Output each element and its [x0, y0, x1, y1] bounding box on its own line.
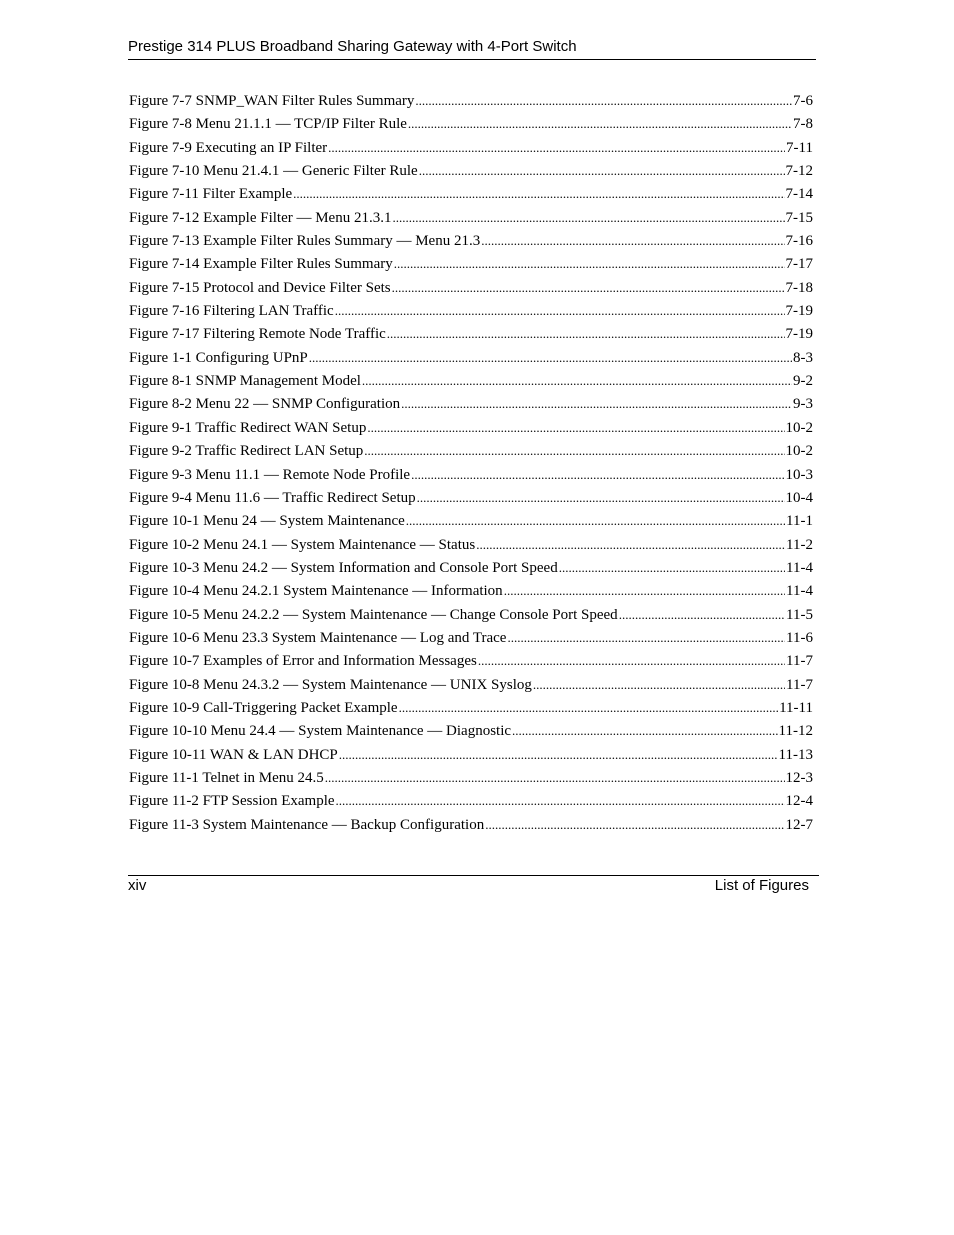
toc-entry[interactable]: [129, 509, 813, 532]
dot-leader: [476, 533, 785, 557]
toc-entry[interactable]: [129, 346, 813, 369]
toc-entry[interactable]: [129, 743, 813, 766]
toc-entry-page: 12-3: [785, 769, 813, 786]
running-footer: [128, 875, 819, 894]
dot-leader: [559, 556, 785, 580]
toc-entry-title: Figure 7-13 Example Filter Rules Summary — Menu 21.3: [129, 233, 481, 250]
toc-entry-title: Figure 10-7 Examples of Error and Information Messages: [129, 653, 477, 670]
dot-leader: [417, 486, 785, 510]
toc-entry-title: Figure 9-3 Menu 11.1 — Remote Node Profile: [129, 466, 411, 483]
toc-entry-page: 7-6: [793, 93, 813, 109]
toc-entry-title: Figure 10-1 Menu 24 — System Maintenance: [129, 513, 405, 530]
dot-leader: [533, 673, 785, 697]
toc-entry[interactable]: [129, 789, 813, 812]
dot-leader: [336, 789, 785, 813]
dot-leader: [408, 112, 792, 136]
toc-entry[interactable]: [129, 439, 813, 462]
toc-entry[interactable]: [129, 626, 813, 649]
toc-entry-page: 11-2: [786, 536, 813, 553]
toc-entry-page: 8-3: [793, 349, 813, 366]
toc-entry[interactable]: [129, 696, 813, 719]
toc-entry-title: Figure 7-15 Protocol and Device Filter Sets: [129, 279, 391, 296]
toc-entry-page: 11-6: [786, 629, 813, 646]
toc-entry-title: Figure 7-11 Filter Example: [129, 186, 293, 203]
toc-entry-title: Figure 7-10 Menu 21.4.1 — Generic Filter Rule: [129, 163, 418, 180]
toc-entry-title: Figure 7-8 Menu 21.1.1 — TCP/IP Filter Rule: [129, 116, 407, 133]
dot-leader: [399, 696, 779, 720]
toc-entry-title: Figure 11-3 System Maintenance — Backup Configuration: [129, 816, 485, 833]
toc-entry-title: Figure 7-16 Filtering LAN Traffic: [129, 303, 334, 320]
toc-entry-title: Figure 10-8 Menu 24.3.2 — System Maintenance — UNIX Syslog: [129, 676, 532, 693]
dot-leader: [485, 813, 784, 837]
toc-entry-title: Figure 10-2 Menu 24.1 — System Maintenance — Status: [129, 536, 476, 553]
dot-leader: [415, 89, 792, 113]
toc-entry-page: 11-13: [778, 746, 813, 763]
toc-entry[interactable]: [129, 533, 813, 556]
toc-entry-title: Figure 10-4 Menu 24.2.1 System Maintenance — Information: [129, 583, 503, 600]
toc-entry[interactable]: [129, 89, 813, 112]
toc-entry-title: Figure 11-2 FTP Session Example: [129, 793, 335, 810]
toc-entry-page: 10-2: [785, 419, 813, 436]
toc-entry-page: 10-4: [785, 489, 813, 506]
dot-leader: [481, 229, 784, 253]
dot-leader: [478, 649, 785, 673]
toc-entry-title: Figure 9-1 Traffic Redirect WAN Setup: [129, 419, 367, 436]
toc-entry[interactable]: [129, 556, 813, 579]
list-of-figures: [129, 89, 813, 836]
toc-entry-page: 11-5: [786, 606, 813, 623]
toc-entry[interactable]: [129, 719, 813, 742]
toc-entry-page: 7-17: [785, 256, 813, 273]
dot-leader: [325, 766, 785, 790]
toc-entry[interactable]: [129, 322, 813, 345]
running-header: [128, 37, 816, 60]
toc-entry[interactable]: [129, 392, 813, 415]
dot-leader: [293, 182, 784, 206]
toc-entry[interactable]: [129, 486, 813, 509]
toc-entry-title: Figure 7-7 SNMP_WAN Filter Rules Summary: [129, 93, 415, 109]
toc-entry[interactable]: [129, 229, 813, 252]
toc-entry-title: Figure 7-14 Example Filter Rules Summary: [129, 256, 393, 273]
toc-entry-page: 7-8: [793, 116, 813, 133]
toc-entry-title: Figure 7-17 Filtering Remote Node Traffic: [129, 326, 386, 343]
dot-leader: [419, 159, 785, 183]
toc-entry[interactable]: [129, 813, 813, 836]
toc-entry-title: Figure 10-3 Menu 24.2 — System Information and Console Port Speed: [129, 559, 558, 576]
toc-entry[interactable]: [129, 276, 813, 299]
toc-entry-title: Figure 7-12 Example Filter — Menu 21.3.1: [129, 209, 392, 226]
toc-entry[interactable]: [129, 206, 813, 229]
toc-entry-title: Figure 10-11 WAN & LAN DHCP: [129, 746, 338, 763]
toc-entry-title: Figure 11-1 Telnet in Menu 24.5: [129, 769, 324, 786]
toc-entry[interactable]: [129, 603, 813, 626]
page-number: xiv: [128, 877, 147, 894]
toc-entry-title: Figure 10-6 Menu 23.3 System Maintenance — Log and Trace: [129, 629, 507, 646]
dot-leader: [309, 346, 792, 370]
toc-entry-page: 12-4: [785, 793, 813, 810]
toc-entry-page: 7-11: [786, 139, 813, 156]
dot-leader: [401, 392, 792, 416]
toc-entry[interactable]: [129, 112, 813, 135]
toc-entry-title: Figure 7-9 Executing an IP Filter: [129, 139, 328, 156]
toc-entry-title: Figure 8-1 SNMP Management Model: [129, 373, 361, 390]
toc-entry-page: 10-2: [785, 443, 813, 460]
dot-leader: [367, 416, 784, 440]
toc-entry[interactable]: [129, 182, 813, 205]
toc-entry-page: 11-4: [786, 559, 813, 576]
toc-entry[interactable]: [129, 463, 813, 486]
toc-entry-page: 7-12: [785, 163, 813, 180]
dot-leader: [339, 743, 778, 767]
toc-entry[interactable]: [129, 136, 813, 159]
toc-entry-page: 11-11: [779, 699, 813, 716]
toc-entry-page: 7-14: [785, 186, 813, 203]
toc-entry-page: 12-7: [785, 816, 813, 833]
toc-entry-page: 7-18: [785, 279, 813, 296]
toc-entry-page: 11-1: [786, 513, 813, 530]
dot-leader: [507, 626, 785, 650]
dot-leader: [406, 509, 785, 533]
dot-leader: [392, 276, 785, 300]
dot-leader: [512, 719, 778, 743]
dot-leader: [619, 603, 785, 627]
toc-entry-page: 10-3: [785, 466, 813, 483]
toc-entry[interactable]: [129, 649, 813, 672]
toc-entry[interactable]: [129, 766, 813, 789]
toc-entry-title: Figure 1-1 Configuring UPnP: [129, 349, 308, 366]
toc-entry-page: 11-7: [786, 653, 813, 670]
toc-entry[interactable]: [129, 159, 813, 182]
toc-entry-page: 7-15: [785, 209, 813, 226]
toc-entry-title: Figure 9-4 Menu 11.6 — Traffic Redirect Setup: [129, 489, 416, 506]
dot-leader: [504, 579, 785, 603]
dot-leader: [328, 136, 785, 160]
document-title: Prestige 314 PLUS Broadband Sharing Gateway with 4-Port Switch: [128, 38, 577, 55]
dot-leader: [387, 322, 785, 346]
toc-entry[interactable]: [129, 579, 813, 602]
toc-entry-page: 9-2: [793, 373, 813, 390]
toc-entry-title: Figure 10-10 Menu 24.4 — System Maintenance — Diagnostic: [129, 723, 512, 740]
dot-leader: [362, 369, 792, 393]
dot-leader: [335, 299, 785, 323]
toc-entry-page: 7-19: [785, 326, 813, 343]
toc-entry-page: 11-4: [786, 583, 813, 600]
toc-entry-page: 7-16: [785, 233, 813, 250]
toc-entry-title: Figure 10-5 Menu 24.2.2 — System Maintenance — Change Console Port Speed: [129, 606, 618, 623]
dot-leader: [364, 439, 784, 463]
toc-entry-page: 11-12: [778, 723, 813, 740]
section-name: List of Figures: [714, 877, 809, 894]
toc-entry-title: Figure 9-2 Traffic Redirect LAN Setup: [129, 443, 364, 460]
toc-entry[interactable]: [129, 416, 813, 439]
dot-leader: [392, 206, 784, 230]
toc-entry-title: Figure 8-2 Menu 22 — SNMP Configuration: [129, 396, 401, 413]
toc-entry[interactable]: [129, 369, 813, 392]
toc-entry[interactable]: [129, 673, 813, 696]
toc-entry[interactable]: [129, 299, 813, 322]
toc-entry[interactable]: [129, 252, 813, 275]
dot-leader: [411, 463, 784, 487]
toc-entry-page: 9-3: [793, 396, 813, 413]
toc-entry-page: 7-19: [785, 303, 813, 320]
toc-entry-page: 11-7: [786, 676, 813, 693]
dot-leader: [394, 252, 785, 276]
toc-entry-title: Figure 10-9 Call-Triggering Packet Example: [129, 699, 398, 716]
